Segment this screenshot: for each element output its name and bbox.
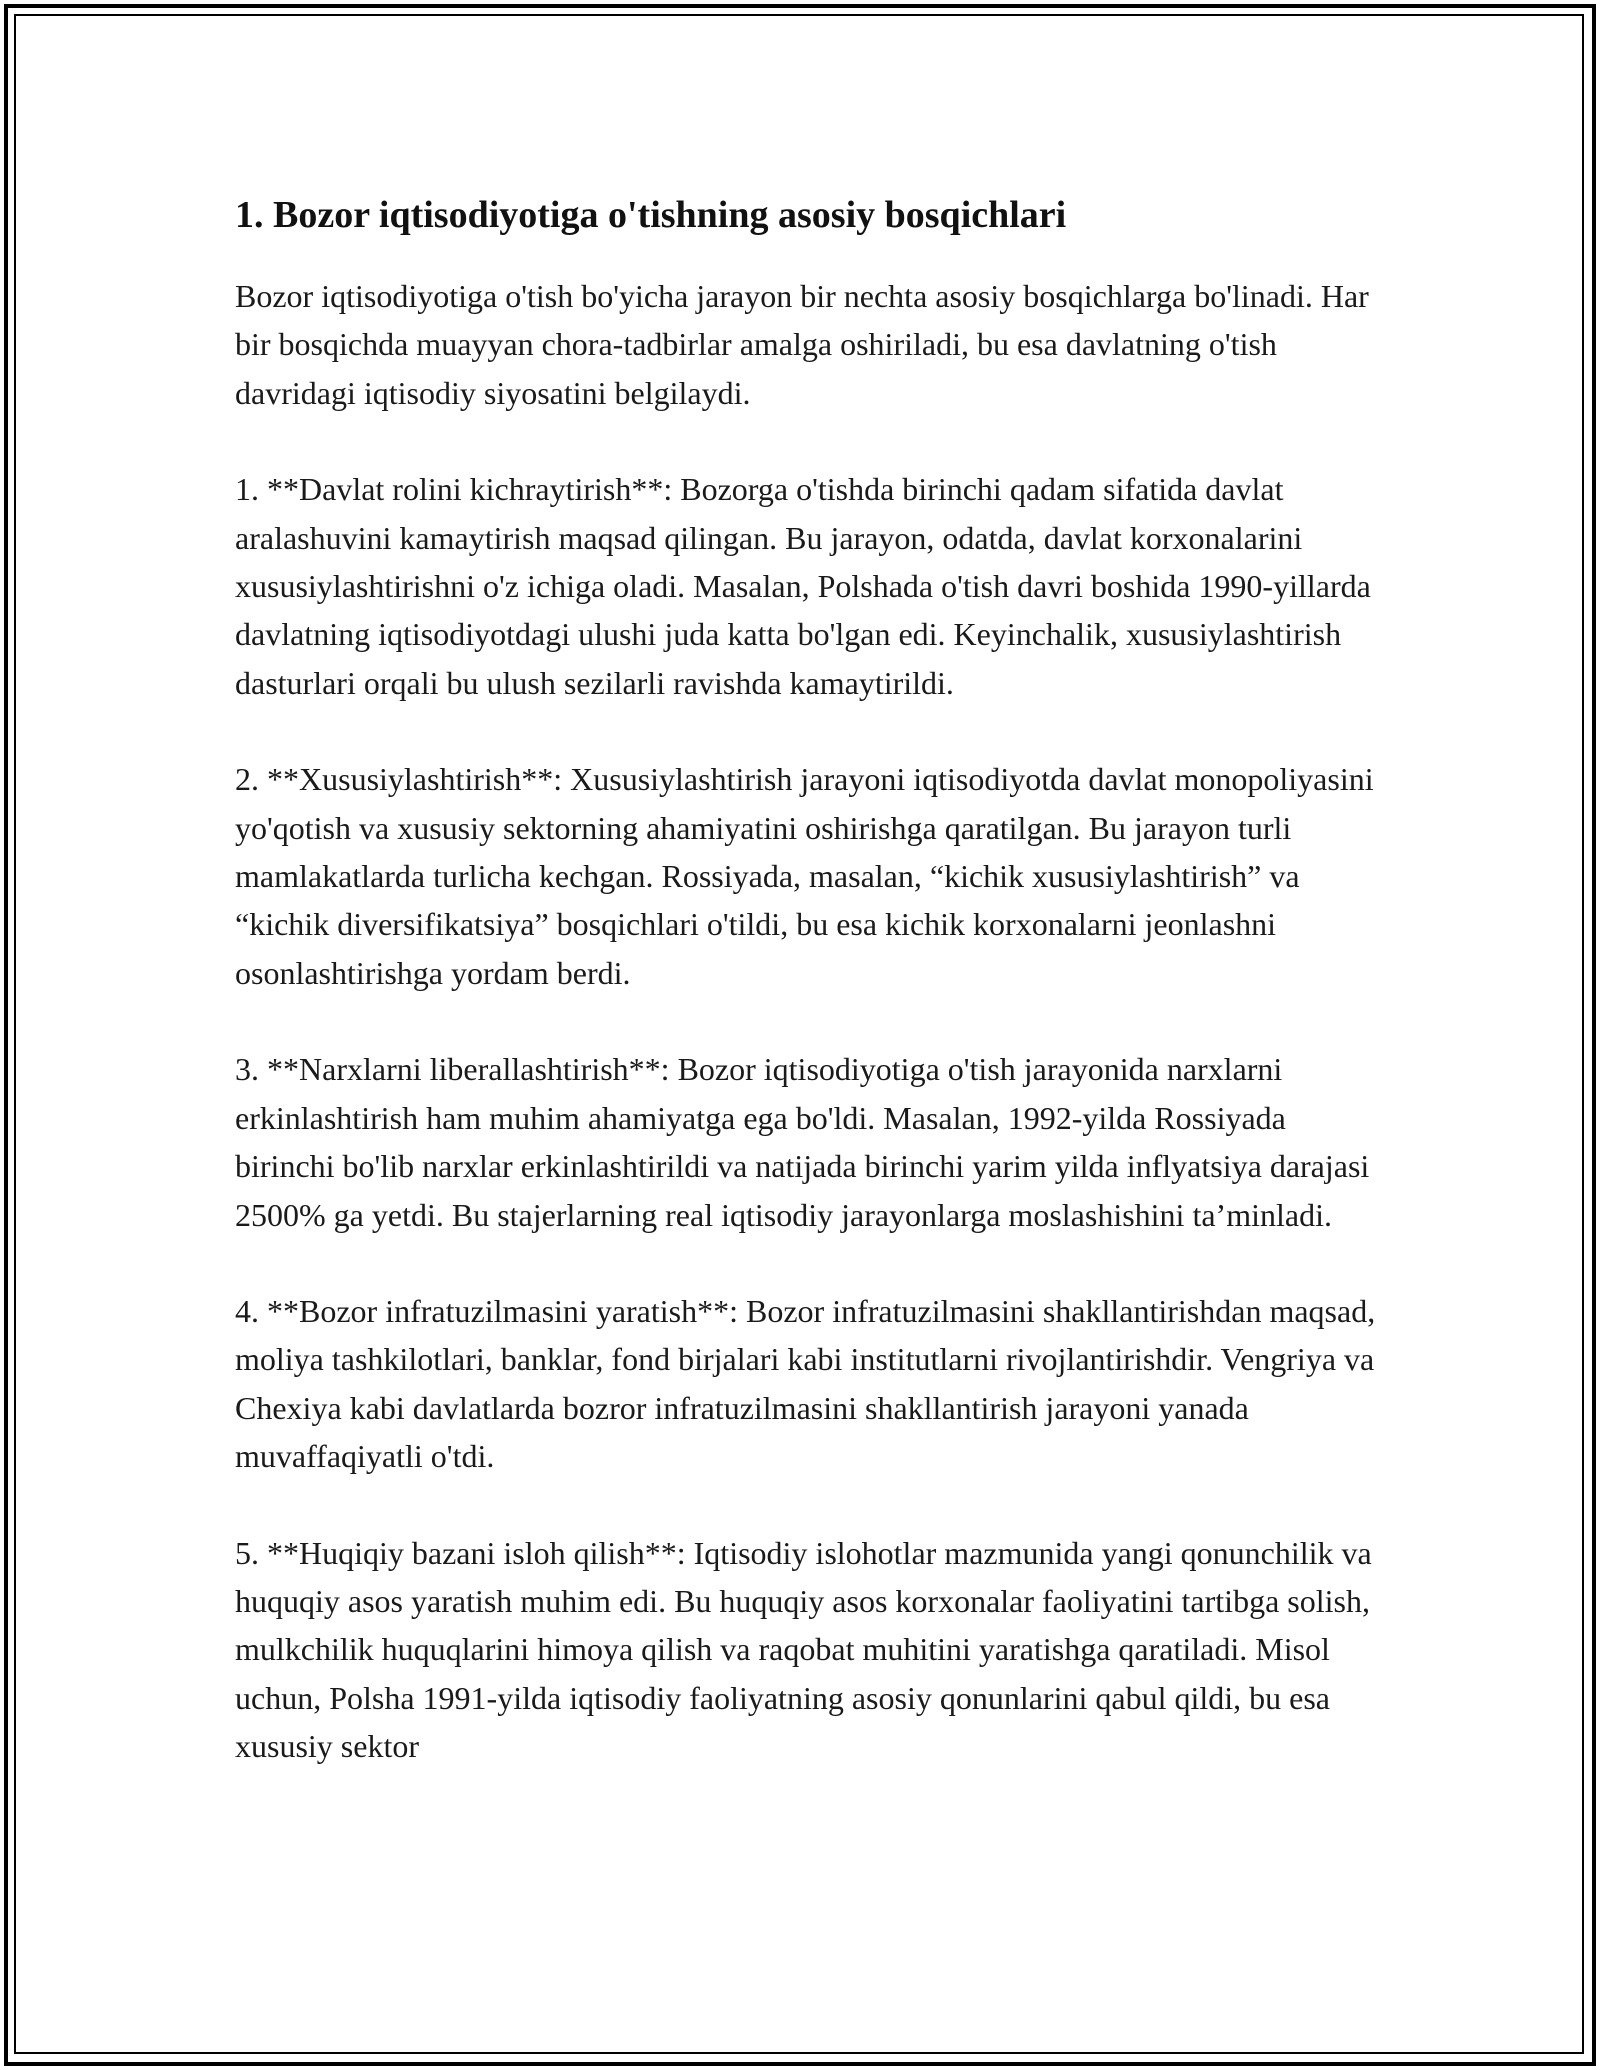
document-body xyxy=(235,188,1390,1771)
paragraph-price-liberalization: 3. **Narxlarni liberallashtirish**: Bozor iqtisodiyotiga o'tish jarayonida narxlarni erkinlashtirish ham muhim ahamiyatga ega bo'ldi. Masalan, 1992-yilda Rossiyada birinchi bo'lib narxlar erkinlashtirildi va natijada birinchi yarim yilda inflyatsiya darajasi 2500% ga yetdi. Bu stajerlarning real iqtisodiy jarayonlarga moslashishini ta’minladi. xyxy=(235,1051,1370,1233)
paragraph-state-role: 1. **Davlat rolini kichraytirish**: Bozorga o'tishda birinchi qadam sifatida davlat aralashuvini kamaytirish maqsad qilingan. Bu jarayon, odatda, davlat korxonalarini xususiylashtirishni o'z ichiga oladi. Masalan, Polshada o'tish davri boshida 1990-yillarda davlatning iqtisodiyotdagi ulushi juda katta bo'lgan edi. Keyinchalik, xususiylashtirish dasturlari orqali bu ulush sezilarli ravishda kamaytirildi. xyxy=(235,471,1371,701)
paragraph-market-infrastructure: 4. **Bozor infratuzilmasini yaratish**: Bozor infratuzilmasini shakllantirishdan maqsad, moliya tashkilotlari, banklar, fond birjalari kabi institutlarni rivojlantirishdir. Vengriya va Chexiya kabi davlatlarda bozror infratuzilmasini shakllantirish jarayoni yanada muvaffaqiyatli o'tdi. xyxy=(235,1292,1376,1475)
paragraph-legal-reform: 5. **Huqiqiy bazani isloh qilish**: Iqtisodiy islohotlar mazmunida yangi qonunchilik va huquqiy asos yaratish muhim edi. Bu huquqiy asos korxonalar faoliyatini tartibga solish, mulkchilik huquqlarini himoya qilish va raqobat muhitini yaratishga qaratiladi. Misol uchun, Polsha 1991-yilda iqtisodiy faoliyatning asosiy qonunlarini qabul qildi, bu esa xususiy sektor xyxy=(235,1534,1372,1765)
paragraph-privatization: 2. **Xususiylashtirish**: Xususiylashtirish jarayoni iqtisodiyotda davlat monopoliyasini yo'qotish va xususiy sektorning ahamiyatini oshirishga qaratilgan. Bu jarayon turli mamlakatlarda turlicha kechgan. Rossiyada, masalan, “kichik xususiylashtirish” va “kichik diversifikatsiya” bosqichlari o'tildi, bu esa kichik korxonalarni jeonlashni osonlashtirishga yordam berdi. xyxy=(235,761,1374,991)
intro-paragraph: Bozor iqtisodiyotiga o'tish bo'yicha jarayon bir nechta asosiy bosqichlarga bo'linadi. Har bir bosqichda muayyan chora-tadbirlar amalga oshiriladi, bu esa davlatning o'tish davridagi iqtisodiy siyosatini belgilaydi. xyxy=(235,278,1369,411)
section-heading: 1. Bozor iqtisodiyotiga o'tishning asosiy bosqichlari xyxy=(235,194,1067,236)
